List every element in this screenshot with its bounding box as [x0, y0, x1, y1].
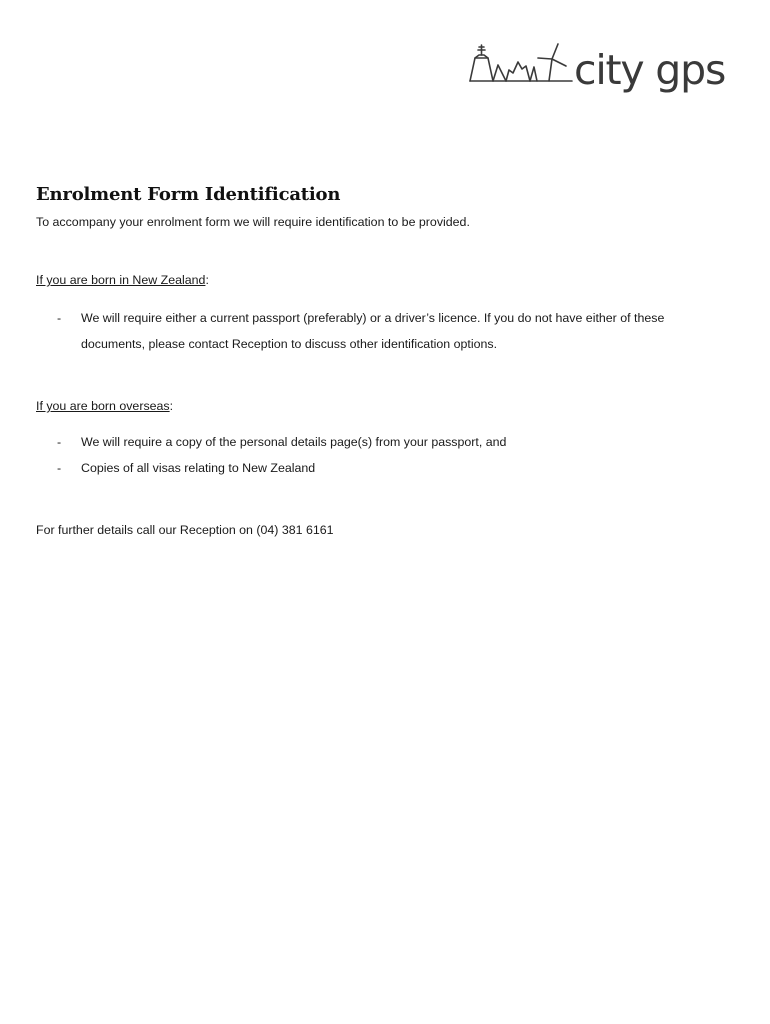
overseas-section-heading-colon: : [169, 399, 174, 413]
bullet-marker: - [57, 461, 62, 475]
nz-section-heading-colon: : [205, 273, 209, 287]
nz-item-line-1: We will require either a current passport (preferably) or a driver’s licence. If you do not have either of these [81, 311, 665, 325]
overseas-section-heading [36, 398, 173, 414]
overseas-item-1: We will require a copy of the personal details page(s) from your passport, and [81, 435, 507, 449]
wellington-skyline-icon [468, 40, 574, 96]
city-gps-logo [468, 40, 734, 96]
bullet-marker: - [57, 311, 62, 325]
reception-contact-text: For further details call our Reception on (04) 381 6161 [36, 523, 334, 537]
bullet-marker: - [57, 435, 62, 449]
page-title: Enrolment Form Identification [36, 184, 341, 205]
nz-section-heading [36, 272, 209, 288]
nz-section-heading-label: If you are born in New Zealand [36, 273, 206, 287]
logo-text: city gps [574, 46, 726, 94]
overseas-section-heading-label: If you are born overseas [36, 399, 170, 413]
overseas-item-2: Copies of all visas relating to New Zealand [81, 461, 316, 475]
nz-item-line-2: documents, please contact Reception to discuss other identification options. [81, 337, 498, 351]
intro-text: To accompany your enrolment form we will require identification to be provided. [36, 215, 470, 229]
